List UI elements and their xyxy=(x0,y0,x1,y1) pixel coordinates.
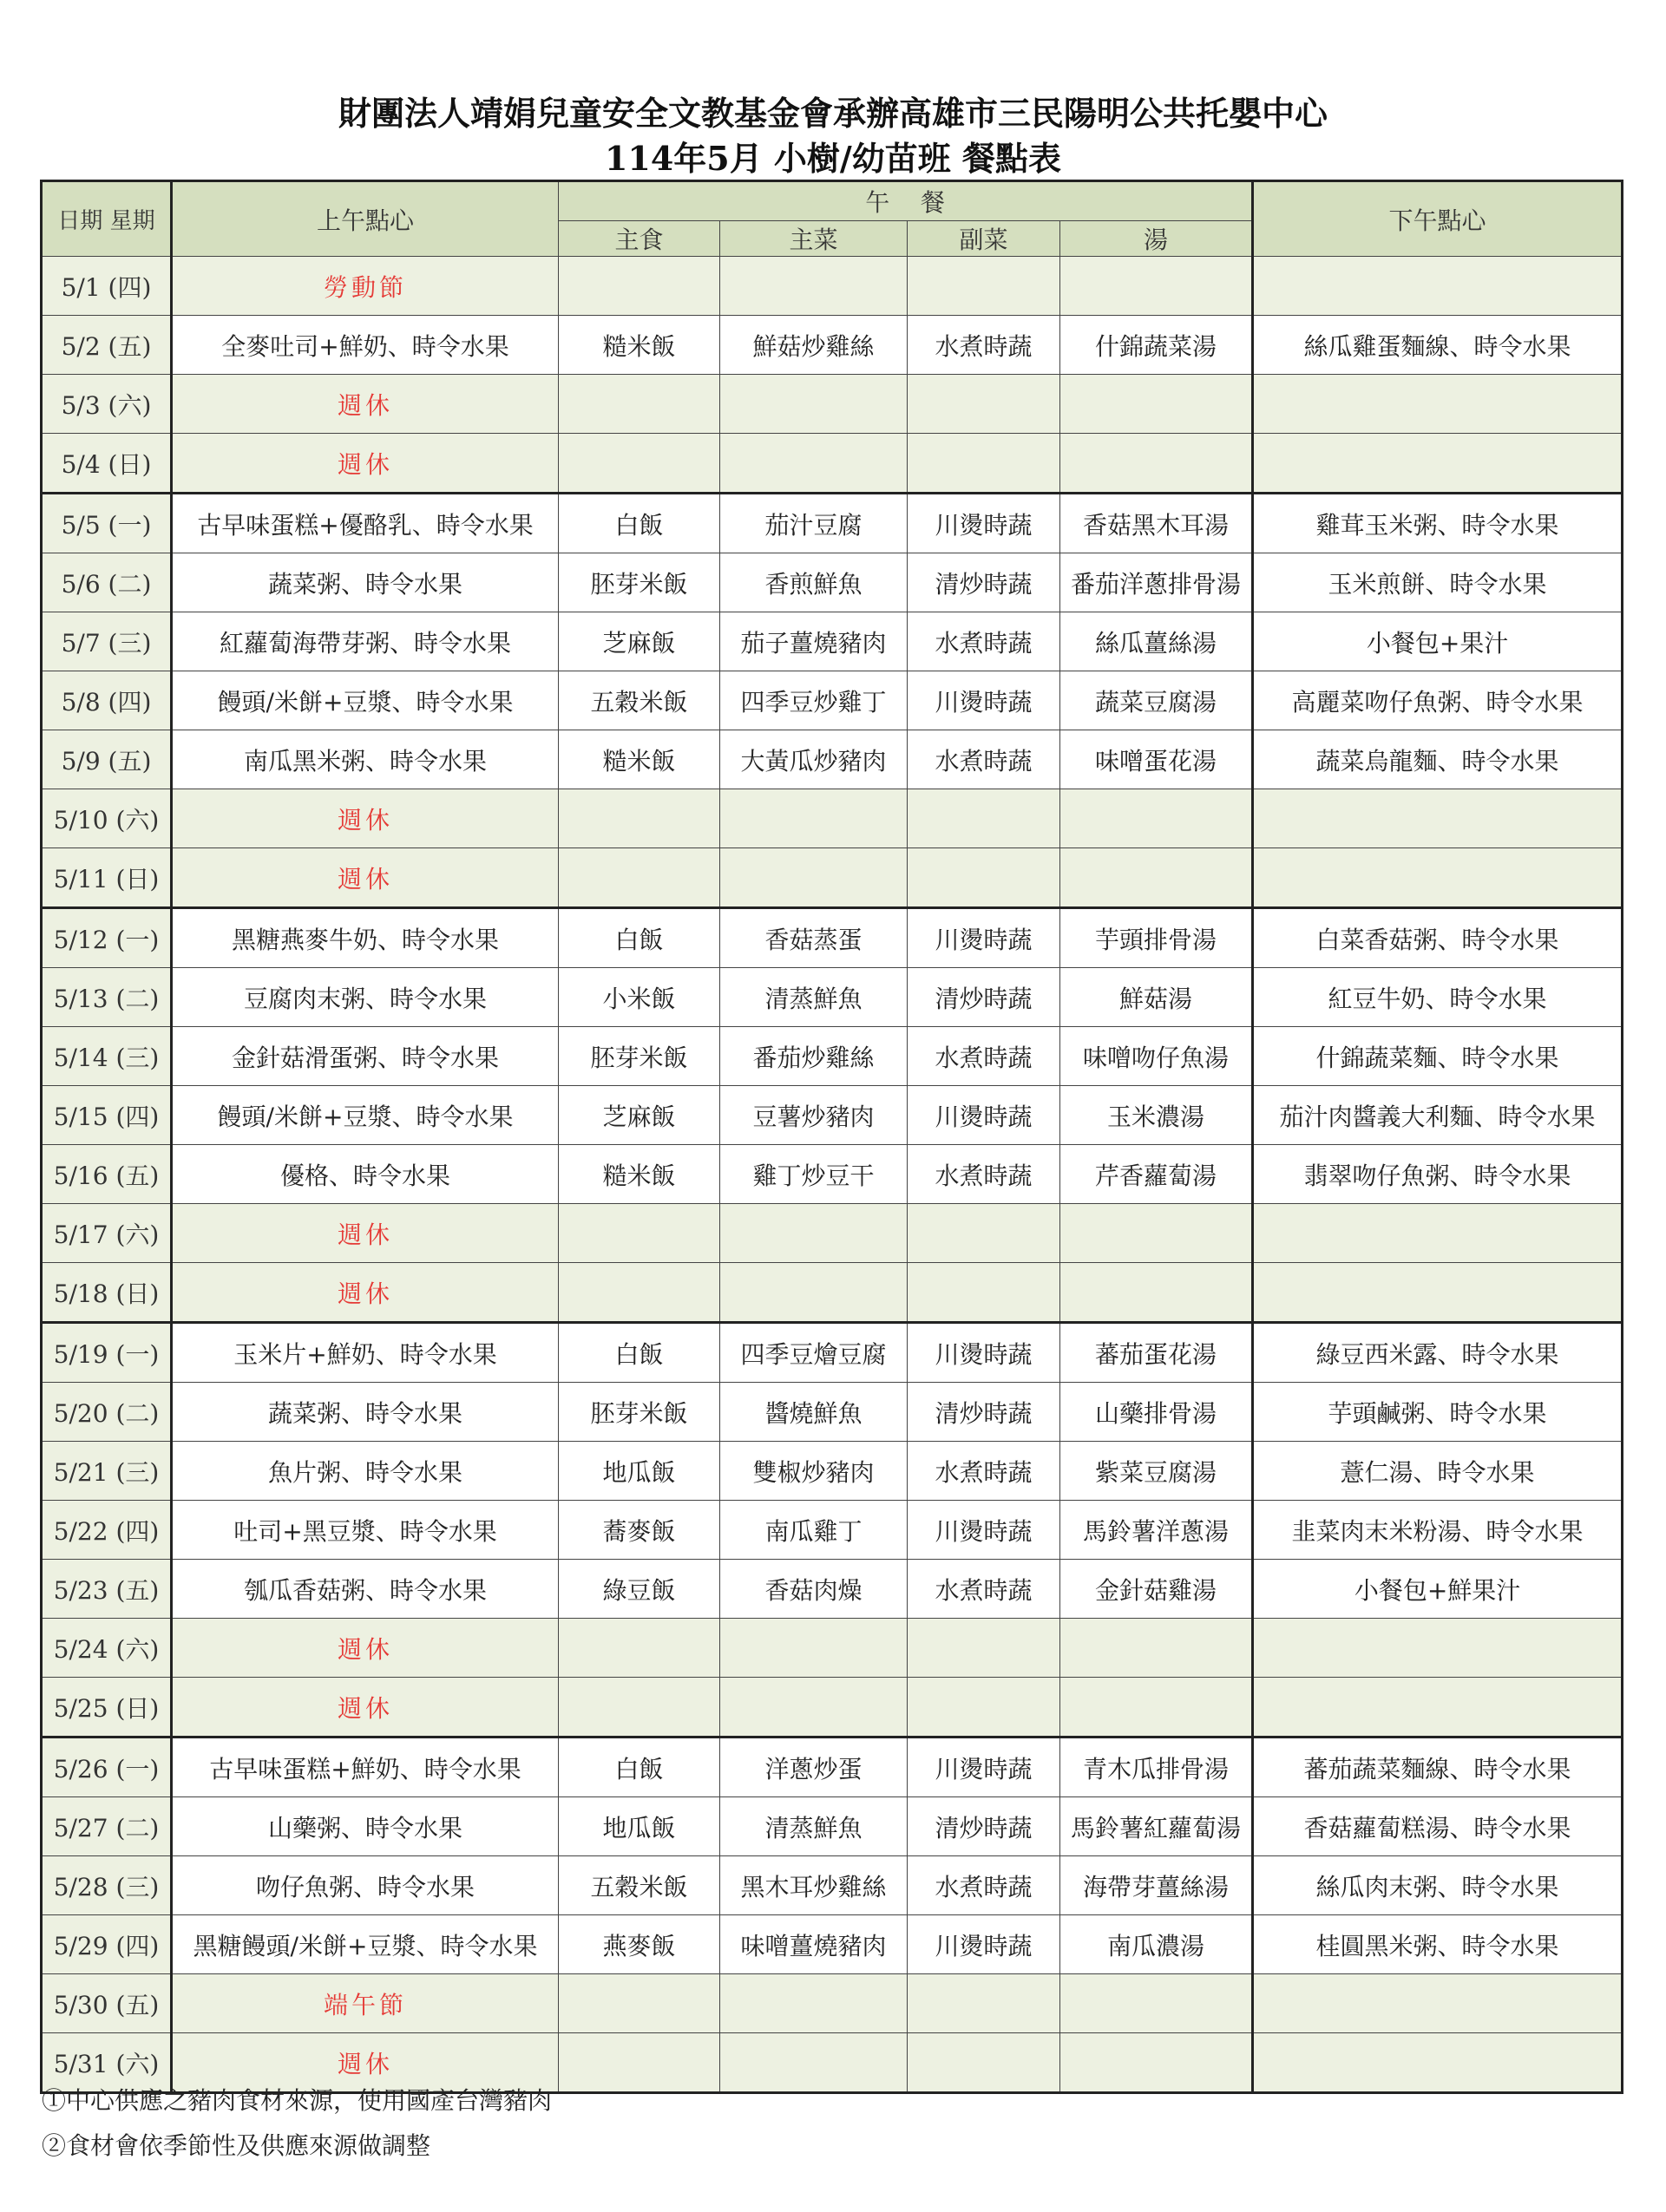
staple-cell xyxy=(559,1678,720,1738)
morning-snack-cell: 魚片粥、時令水果 xyxy=(172,1442,559,1501)
soup-cell: 絲瓜薑絲湯 xyxy=(1060,612,1253,671)
morning-snack-cell: 瓠瓜香菇粥、時令水果 xyxy=(172,1560,559,1619)
side-dish-cell xyxy=(908,375,1060,434)
main-dish-cell xyxy=(720,1974,908,2033)
side-dish-cell: 清炒時蔬 xyxy=(908,968,1060,1027)
afternoon-snack-cell: 玉米煎餅、時令水果 xyxy=(1253,553,1623,612)
soup-cell: 金針菇雞湯 xyxy=(1060,1560,1253,1619)
staple-cell xyxy=(559,789,720,848)
date-cell: 5/16 (五) xyxy=(42,1145,172,1204)
table-row xyxy=(42,968,1623,1027)
morning-snack-cell: 週休 xyxy=(172,1263,559,1323)
date-cell: 5/11 (日) xyxy=(42,848,172,908)
soup-cell xyxy=(1060,848,1253,908)
side-dish-cell: 水煮時蔬 xyxy=(908,1856,1060,1915)
side-dish-cell: 川燙時蔬 xyxy=(908,1501,1060,1560)
date-cell: 5/8 (四) xyxy=(42,671,172,730)
staple-cell: 白飯 xyxy=(559,494,720,553)
morning-snack-cell: 蔬菜粥、時令水果 xyxy=(172,553,559,612)
afternoon-snack-cell xyxy=(1253,2033,1623,2093)
table-row xyxy=(42,671,1623,730)
main-dish-cell: 清蒸鮮魚 xyxy=(720,1797,908,1856)
staple-cell xyxy=(559,375,720,434)
staple-cell: 地瓜飯 xyxy=(559,1797,720,1856)
date-cell: 5/21 (三) xyxy=(42,1442,172,1501)
staple-cell xyxy=(559,1974,720,2033)
table-row xyxy=(42,1027,1623,1086)
soup-cell: 南瓜濃湯 xyxy=(1060,1915,1253,1974)
header-main-dish: 主菜 xyxy=(720,221,908,257)
soup-cell: 蔬菜豆腐湯 xyxy=(1060,671,1253,730)
side-dish-cell xyxy=(908,434,1060,494)
table-row xyxy=(42,1915,1623,1974)
table-row xyxy=(42,1856,1623,1915)
main-dish-cell: 四季豆燴豆腐 xyxy=(720,1323,908,1383)
staple-cell xyxy=(559,1204,720,1263)
main-dish-cell xyxy=(720,434,908,494)
table-row xyxy=(42,1145,1623,1204)
morning-snack-cell: 饅頭/米餅+豆漿、時令水果 xyxy=(172,671,559,730)
main-dish-cell: 香煎鮮魚 xyxy=(720,553,908,612)
morning-snack-cell: 古早味蛋糕+鮮奶、時令水果 xyxy=(172,1738,559,1797)
afternoon-snack-cell xyxy=(1253,257,1623,316)
staple-cell: 糙米飯 xyxy=(559,730,720,789)
date-cell: 5/9 (五) xyxy=(42,730,172,789)
afternoon-snack-cell: 小餐包+鮮果汁 xyxy=(1253,1560,1623,1619)
soup-cell: 山藥排骨湯 xyxy=(1060,1383,1253,1442)
side-dish-cell xyxy=(908,1619,1060,1678)
table-row xyxy=(42,1619,1623,1678)
table-row xyxy=(42,316,1623,375)
date-cell: 5/27 (二) xyxy=(42,1797,172,1856)
page-title: 財團法人靖娟兒童安全文教基金會承辦高雄市三民陽明公共托嬰中心 xyxy=(338,94,1328,133)
soup-cell: 海帶芽薑絲湯 xyxy=(1060,1856,1253,1915)
date-cell: 5/24 (六) xyxy=(42,1619,172,1678)
table-body xyxy=(42,257,1623,2093)
afternoon-snack-cell xyxy=(1253,1204,1623,1263)
afternoon-snack-cell: 茄汁肉醬義大利麵、時令水果 xyxy=(1253,1086,1623,1145)
afternoon-snack-cell: 絲瓜雞蛋麵線、時令水果 xyxy=(1253,316,1623,375)
page-subtitle: 114年5月 小樹/幼苗班 餐點表 xyxy=(604,139,1062,178)
date-cell: 5/13 (二) xyxy=(42,968,172,1027)
main-dish-cell: 四季豆炒雞丁 xyxy=(720,671,908,730)
soup-cell xyxy=(1060,1678,1253,1738)
staple-cell: 芝麻飯 xyxy=(559,612,720,671)
date-cell: 5/23 (五) xyxy=(42,1560,172,1619)
staple-cell: 白飯 xyxy=(559,908,720,968)
main-dish-cell xyxy=(720,1263,908,1323)
side-dish-cell: 川燙時蔬 xyxy=(908,671,1060,730)
soup-cell: 玉米濃湯 xyxy=(1060,1086,1253,1145)
morning-snack-cell: 週休 xyxy=(172,789,559,848)
afternoon-snack-cell: 蕃茄蔬菜麵線、時令水果 xyxy=(1253,1738,1623,1797)
afternoon-snack-cell: 雞茸玉米粥、時令水果 xyxy=(1253,494,1623,553)
table-row xyxy=(42,434,1623,494)
main-dish-cell: 豆薯炒豬肉 xyxy=(720,1086,908,1145)
soup-cell xyxy=(1060,257,1253,316)
soup-cell xyxy=(1060,1974,1253,2033)
afternoon-snack-cell: 香菇蘿蔔糕湯、時令水果 xyxy=(1253,1797,1623,1856)
morning-snack-cell: 週休 xyxy=(172,1678,559,1738)
morning-snack-cell: 南瓜黑米粥、時令水果 xyxy=(172,730,559,789)
main-dish-cell: 洋蔥炒蛋 xyxy=(720,1738,908,1797)
afternoon-snack-cell xyxy=(1253,1974,1623,2033)
date-cell: 5/30 (五) xyxy=(42,1974,172,2033)
side-dish-cell: 清炒時蔬 xyxy=(908,1383,1060,1442)
main-dish-cell: 茄汁豆腐 xyxy=(720,494,908,553)
soup-cell: 蕃茄蛋花湯 xyxy=(1060,1323,1253,1383)
main-dish-cell xyxy=(720,375,908,434)
date-cell: 5/29 (四) xyxy=(42,1915,172,1974)
header-lunch: 午 餐 xyxy=(559,181,1253,221)
afternoon-snack-cell: 白菜香菇粥、時令水果 xyxy=(1253,908,1623,968)
soup-cell: 青木瓜排骨湯 xyxy=(1060,1738,1253,1797)
soup-cell: 味噌吻仔魚湯 xyxy=(1060,1027,1253,1086)
morning-snack-cell: 勞動節 xyxy=(172,257,559,316)
table-row xyxy=(42,553,1623,612)
afternoon-snack-cell xyxy=(1253,789,1623,848)
date-cell: 5/12 (一) xyxy=(42,908,172,968)
soup-cell: 香菇黑木耳湯 xyxy=(1060,494,1253,553)
table-row xyxy=(42,730,1623,789)
header-side-dish: 副菜 xyxy=(908,221,1060,257)
date-cell: 5/28 (三) xyxy=(42,1856,172,1915)
date-cell: 5/17 (六) xyxy=(42,1204,172,1263)
main-dish-cell xyxy=(720,1619,908,1678)
table-row xyxy=(42,1086,1623,1145)
main-dish-cell: 鮮菇炒雞絲 xyxy=(720,316,908,375)
table-row xyxy=(42,257,1623,316)
meal-schedule-table xyxy=(40,180,1623,2094)
morning-snack-cell: 吐司+黑豆漿、時令水果 xyxy=(172,1501,559,1560)
footnote-pork-source: ①中心供應之豬肉食材來源，使用國產台灣豬肉 xyxy=(42,2086,553,2115)
date-cell: 5/10 (六) xyxy=(42,789,172,848)
morning-snack-cell: 黑糖燕麥牛奶、時令水果 xyxy=(172,908,559,968)
side-dish-cell xyxy=(908,848,1060,908)
table-row xyxy=(42,1678,1623,1738)
main-dish-cell xyxy=(720,1204,908,1263)
header-afternoon-snack: 下午點心 xyxy=(1253,181,1623,257)
morning-snack-cell: 端午節 xyxy=(172,1974,559,2033)
main-dish-cell: 番茄炒雞絲 xyxy=(720,1027,908,1086)
staple-cell: 胚芽米飯 xyxy=(559,1383,720,1442)
morning-snack-cell: 黑糖饅頭/米餅+豆漿、時令水果 xyxy=(172,1915,559,1974)
afternoon-snack-cell: 韭菜肉末米粉湯、時令水果 xyxy=(1253,1501,1623,1560)
table-row xyxy=(42,375,1623,434)
table-row xyxy=(42,789,1623,848)
afternoon-snack-cell: 翡翠吻仔魚粥、時令水果 xyxy=(1253,1145,1623,1204)
morning-snack-cell: 山藥粥、時令水果 xyxy=(172,1797,559,1856)
afternoon-snack-cell xyxy=(1253,375,1623,434)
table-row xyxy=(42,1263,1623,1323)
staple-cell: 白飯 xyxy=(559,1323,720,1383)
soup-cell: 番茄洋蔥排骨湯 xyxy=(1060,553,1253,612)
side-dish-cell: 川燙時蔬 xyxy=(908,908,1060,968)
soup-cell: 什錦蔬菜湯 xyxy=(1060,316,1253,375)
side-dish-cell: 水煮時蔬 xyxy=(908,1560,1060,1619)
morning-snack-cell: 金針菇滑蛋粥、時令水果 xyxy=(172,1027,559,1086)
side-dish-cell: 川燙時蔬 xyxy=(908,1738,1060,1797)
morning-snack-cell: 古早味蛋糕+優酪乳、時令水果 xyxy=(172,494,559,553)
soup-cell: 味噌蛋花湯 xyxy=(1060,730,1253,789)
table-row xyxy=(42,908,1623,968)
date-cell: 5/2 (五) xyxy=(42,316,172,375)
side-dish-cell: 川燙時蔬 xyxy=(908,1323,1060,1383)
side-dish-cell: 水煮時蔬 xyxy=(908,612,1060,671)
soup-cell xyxy=(1060,1263,1253,1323)
morning-snack-cell: 週休 xyxy=(172,848,559,908)
main-dish-cell: 茄子薑燒豬肉 xyxy=(720,612,908,671)
staple-cell xyxy=(559,1619,720,1678)
side-dish-cell: 清炒時蔬 xyxy=(908,553,1060,612)
side-dish-cell: 川燙時蔬 xyxy=(908,494,1060,553)
table-row xyxy=(42,1797,1623,1856)
staple-cell: 蕎麥飯 xyxy=(559,1501,720,1560)
afternoon-snack-cell xyxy=(1253,1263,1623,1323)
date-cell: 5/15 (四) xyxy=(42,1086,172,1145)
main-dish-cell xyxy=(720,848,908,908)
morning-snack-cell: 豆腐肉末粥、時令水果 xyxy=(172,968,559,1027)
main-dish-cell xyxy=(720,1678,908,1738)
date-cell: 5/5 (一) xyxy=(42,494,172,553)
staple-cell: 地瓜飯 xyxy=(559,1442,720,1501)
date-cell: 5/6 (二) xyxy=(42,553,172,612)
staple-cell xyxy=(559,848,720,908)
morning-snack-cell: 週休 xyxy=(172,1619,559,1678)
soup-cell xyxy=(1060,1619,1253,1678)
table-row xyxy=(42,1974,1623,2033)
side-dish-cell: 水煮時蔬 xyxy=(908,316,1060,375)
side-dish-cell: 川燙時蔬 xyxy=(908,1086,1060,1145)
soup-cell: 紫菜豆腐湯 xyxy=(1060,1442,1253,1501)
staple-cell: 芝麻飯 xyxy=(559,1086,720,1145)
staple-cell xyxy=(559,1263,720,1323)
morning-snack-cell: 週休 xyxy=(172,434,559,494)
main-dish-cell: 清蒸鮮魚 xyxy=(720,968,908,1027)
main-dish-cell: 大黃瓜炒豬肉 xyxy=(720,730,908,789)
morning-snack-cell: 全麥吐司+鮮奶、時令水果 xyxy=(172,316,559,375)
date-cell: 5/31 (六) xyxy=(42,2033,172,2093)
afternoon-snack-cell: 芋頭鹹粥、時令水果 xyxy=(1253,1383,1623,1442)
afternoon-snack-cell: 蔬菜烏龍麵、時令水果 xyxy=(1253,730,1623,789)
main-dish-cell xyxy=(720,257,908,316)
morning-snack-cell: 蔬菜粥、時令水果 xyxy=(172,1383,559,1442)
afternoon-snack-cell: 綠豆西米露、時令水果 xyxy=(1253,1323,1623,1383)
morning-snack-cell: 紅蘿蔔海帶芽粥、時令水果 xyxy=(172,612,559,671)
date-cell: 5/4 (日) xyxy=(42,434,172,494)
side-dish-cell: 川燙時蔬 xyxy=(908,1915,1060,1974)
header-staple: 主食 xyxy=(559,221,720,257)
soup-cell xyxy=(1060,434,1253,494)
date-cell: 5/26 (一) xyxy=(42,1738,172,1797)
afternoon-snack-cell xyxy=(1253,1678,1623,1738)
morning-snack-cell: 饅頭/米餅+豆漿、時令水果 xyxy=(172,1086,559,1145)
soup-cell: 芹香蘿蔔湯 xyxy=(1060,1145,1253,1204)
main-dish-cell: 雙椒炒豬肉 xyxy=(720,1442,908,1501)
side-dish-cell xyxy=(908,1204,1060,1263)
soup-cell xyxy=(1060,789,1253,848)
side-dish-cell xyxy=(908,1974,1060,2033)
afternoon-snack-cell: 紅豆牛奶、時令水果 xyxy=(1253,968,1623,1027)
main-dish-cell: 醬燒鮮魚 xyxy=(720,1383,908,1442)
main-dish-cell: 味噌薑燒豬肉 xyxy=(720,1915,908,1974)
morning-snack-cell: 吻仔魚粥、時令水果 xyxy=(172,1856,559,1915)
staple-cell: 胚芽米飯 xyxy=(559,1027,720,1086)
morning-snack-cell: 優格、時令水果 xyxy=(172,1145,559,1204)
date-cell: 5/19 (一) xyxy=(42,1323,172,1383)
main-dish-cell xyxy=(720,789,908,848)
afternoon-snack-cell: 薏仁湯、時令水果 xyxy=(1253,1442,1623,1501)
side-dish-cell: 清炒時蔬 xyxy=(908,1797,1060,1856)
table-row xyxy=(42,1383,1623,1442)
staple-cell: 白飯 xyxy=(559,1738,720,1797)
main-dish-cell: 香菇肉燥 xyxy=(720,1560,908,1619)
table-row xyxy=(42,1738,1623,1797)
soup-cell xyxy=(1060,1204,1253,1263)
staple-cell: 胚芽米飯 xyxy=(559,553,720,612)
soup-cell xyxy=(1060,375,1253,434)
side-dish-cell xyxy=(908,1678,1060,1738)
date-cell: 5/3 (六) xyxy=(42,375,172,434)
side-dish-cell: 水煮時蔬 xyxy=(908,1442,1060,1501)
table-row xyxy=(42,1442,1623,1501)
staple-cell: 五穀米飯 xyxy=(559,671,720,730)
header-soup: 湯 xyxy=(1060,221,1253,257)
date-cell: 5/18 (日) xyxy=(42,1263,172,1323)
morning-snack-cell: 週休 xyxy=(172,375,559,434)
table-row xyxy=(42,848,1623,908)
soup-cell: 馬鈴薯紅蘿蔔湯 xyxy=(1060,1797,1253,1856)
staple-cell: 五穀米飯 xyxy=(559,1856,720,1915)
morning-snack-cell: 週休 xyxy=(172,1204,559,1263)
afternoon-snack-cell: 什錦蔬菜麵、時令水果 xyxy=(1253,1027,1623,1086)
afternoon-snack-cell xyxy=(1253,1619,1623,1678)
table-row xyxy=(42,1204,1623,1263)
main-dish-cell: 黑木耳炒雞絲 xyxy=(720,1856,908,1915)
header-date: 日期 星期 xyxy=(42,181,172,257)
afternoon-snack-cell xyxy=(1253,848,1623,908)
afternoon-snack-cell: 高麗菜吻仔魚粥、時令水果 xyxy=(1253,671,1623,730)
main-dish-cell: 南瓜雞丁 xyxy=(720,1501,908,1560)
staple-cell: 糙米飯 xyxy=(559,1145,720,1204)
staple-cell: 燕麥飯 xyxy=(559,1915,720,1974)
staple-cell: 糙米飯 xyxy=(559,316,720,375)
side-dish-cell: 水煮時蔬 xyxy=(908,730,1060,789)
soup-cell: 鮮菇湯 xyxy=(1060,968,1253,1027)
footnote-seasonal: ②食材會依季節性及供應來源做調整 xyxy=(42,2131,431,2160)
side-dish-cell xyxy=(908,2033,1060,2093)
date-cell: 5/14 (三) xyxy=(42,1027,172,1086)
staple-cell xyxy=(559,257,720,316)
table-row xyxy=(42,494,1623,553)
afternoon-snack-cell: 絲瓜肉末粥、時令水果 xyxy=(1253,1856,1623,1915)
afternoon-snack-cell: 小餐包+果汁 xyxy=(1253,612,1623,671)
side-dish-cell: 水煮時蔬 xyxy=(908,1027,1060,1086)
date-cell: 5/7 (三) xyxy=(42,612,172,671)
table-row xyxy=(42,1323,1623,1383)
table-row xyxy=(42,612,1623,671)
morning-snack-cell: 玉米片+鮮奶、時令水果 xyxy=(172,1323,559,1383)
afternoon-snack-cell xyxy=(1253,434,1623,494)
soup-cell: 馬鈴薯洋蔥湯 xyxy=(1060,1501,1253,1560)
date-cell: 5/22 (四) xyxy=(42,1501,172,1560)
morning-snack-cell: 週休 xyxy=(172,2033,559,2093)
soup-cell xyxy=(1060,2033,1253,2093)
date-cell: 5/1 (四) xyxy=(42,257,172,316)
main-dish-cell xyxy=(720,2033,908,2093)
date-cell: 5/20 (二) xyxy=(42,1383,172,1442)
staple-cell xyxy=(559,434,720,494)
table-row xyxy=(42,1501,1623,1560)
side-dish-cell xyxy=(908,789,1060,848)
date-cell: 5/25 (日) xyxy=(42,1678,172,1738)
side-dish-cell xyxy=(908,257,1060,316)
table-row xyxy=(42,1560,1623,1619)
main-dish-cell: 雞丁炒豆干 xyxy=(720,1145,908,1204)
header-morning-snack: 上午點心 xyxy=(172,181,559,257)
afternoon-snack-cell: 桂圓黑米粥、時令水果 xyxy=(1253,1915,1623,1974)
side-dish-cell: 水煮時蔬 xyxy=(908,1145,1060,1204)
soup-cell: 芋頭排骨湯 xyxy=(1060,908,1253,968)
staple-cell: 小米飯 xyxy=(559,968,720,1027)
main-dish-cell: 香菇蒸蛋 xyxy=(720,908,908,968)
staple-cell: 綠豆飯 xyxy=(559,1560,720,1619)
staple-cell xyxy=(559,2033,720,2093)
side-dish-cell xyxy=(908,1263,1060,1323)
